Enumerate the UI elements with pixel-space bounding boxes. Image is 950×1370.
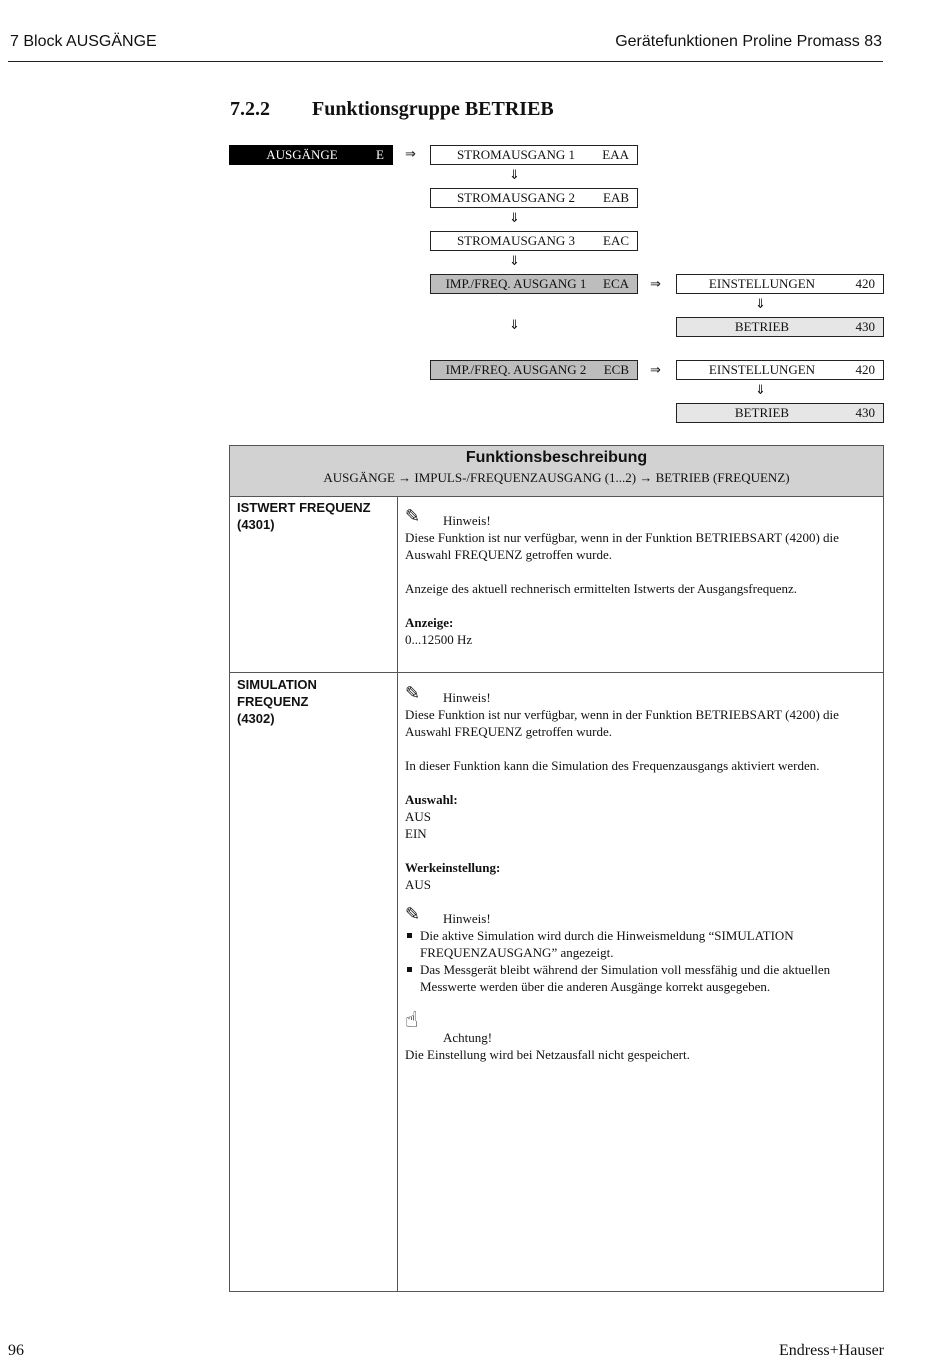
menu-box-label: STROMAUSGANG 3 — [456, 233, 576, 248]
warning — [405, 1008, 875, 1046]
menu-box-ausgaenge[interactable] — [229, 145, 393, 165]
table-path: AUSGÄNGE → IMPULS-/FREQUENZAUSGANG (1...2) → BETRIEB (FREQUENZ) — [323, 470, 790, 485]
section-number: 7.2.2 — [230, 98, 270, 120]
menu-box-code: ECB — [603, 362, 629, 377]
note-text: Diese Funktion ist nur verfügbar, wenn in der Funktion BETRIEBSART (4200) die Auswahl FREQUENZ getroffen wurde. — [405, 707, 839, 739]
menu-box-code: 430 — [855, 319, 875, 334]
display-label: Anzeige: — [405, 615, 454, 630]
menu-box-code: EAA — [602, 147, 629, 162]
selection-label: Auswahl: — [405, 792, 458, 807]
arrow-right-icon: ⇒ — [650, 277, 661, 292]
menu-box-stromausgang-2[interactable] — [430, 188, 638, 208]
menu-box-label: IMP./FREQ. AUSGANG 1 — [445, 276, 587, 291]
note-label: Hinweis! — [443, 513, 491, 528]
default-value: AUS — [405, 877, 432, 892]
function-name-4302 — [237, 676, 317, 727]
arrow-down-icon: ⇓ — [509, 168, 520, 183]
menu-box-code: ECA — [603, 276, 629, 291]
table-title: Funktionsbeschreibung — [465, 449, 648, 466]
menu-box-label: EINSTELLUNGEN — [708, 276, 816, 291]
pencil-icon: ✎ — [405, 506, 421, 527]
menu-box-label: STROMAUSGANG 2 — [456, 190, 576, 205]
page-number: 96 — [8, 1342, 24, 1359]
arrow-right-icon: ⇒ — [650, 363, 661, 378]
section-title — [230, 98, 554, 121]
pencil-icon: ✎ — [405, 904, 421, 925]
function-content-4302 — [405, 683, 875, 1063]
function-name-4301 — [237, 499, 371, 533]
description: Anzeige des aktuell rechnerisch ermittelten Istwerts der Ausgangsfrequenz. — [405, 581, 798, 596]
display-value: 0...12500 Hz — [405, 632, 473, 647]
function-content-4301 — [405, 506, 875, 648]
function-name-line: FREQUENZ — [237, 694, 309, 709]
menu-box-imp-freq-ausgang-1[interactable] — [430, 274, 638, 294]
menu-box-code: 420 — [855, 276, 875, 291]
function-name-line: ISTWERT FREQUENZ — [237, 500, 371, 515]
note — [405, 506, 875, 529]
menu-box-code: 420 — [855, 362, 875, 377]
menu-box-code: 430 — [855, 405, 875, 420]
menu-box-imp-freq-ausgang-2[interactable] — [430, 360, 638, 380]
pointing-hand-icon: ☝ — [405, 1008, 419, 1033]
menu-box-code: EAC — [603, 233, 629, 248]
selection-option: EIN — [405, 826, 427, 841]
note-list — [405, 927, 875, 995]
menu-box-label: IMP./FREQ. AUSGANG 2 — [445, 362, 587, 377]
row-divider — [230, 672, 883, 673]
function-name-line: SIMULATION — [237, 677, 317, 692]
arrow-down-icon: ⇓ — [509, 211, 520, 226]
menu-box-label: STROMAUSGANG 1 — [456, 147, 576, 162]
column-divider — [397, 496, 398, 1291]
arrow-down-icon: ⇓ — [509, 254, 520, 269]
section-title-text: Funktionsgruppe BETRIEB — [312, 98, 554, 120]
note-label: Hinweis! — [443, 911, 491, 926]
menu-box-label: EINSTELLUNGEN — [708, 362, 816, 377]
default-label: Werkeinstellung: — [405, 860, 501, 875]
menu-box-code: E — [376, 147, 384, 162]
brand-name: Endress+Hauser — [779, 1342, 884, 1359]
list-item: Die aktive Simulation wird durch die Hinweismeldung “SIMULATION FREQUENZAUSGANG” angezeigt. — [405, 927, 875, 961]
note — [405, 683, 875, 706]
warning-text: Die Einstellung wird bei Netzausfall nicht gespeichert. — [405, 1047, 690, 1062]
selection-option: AUS — [405, 809, 432, 824]
menu-box-label: AUSGÄNGE — [266, 147, 338, 162]
menu-box-einstellungen-2[interactable] — [676, 360, 884, 380]
pencil-icon: ✎ — [405, 683, 421, 704]
function-number: (4301) — [237, 517, 275, 532]
arrow-right-icon: ⇒ — [405, 147, 416, 162]
function-number: (4302) — [237, 711, 275, 726]
note-label: Hinweis! — [443, 690, 491, 705]
arrow-down-icon: ⇓ — [755, 297, 766, 312]
menu-box-betrieb-1[interactable] — [676, 317, 884, 337]
warning-label: Achtung! — [443, 1030, 493, 1045]
table-header — [230, 446, 883, 497]
function-table — [229, 445, 884, 1292]
menu-box-einstellungen-1[interactable] — [676, 274, 884, 294]
description: In dieser Funktion kann die Simulation des Frequenzausgangs aktiviert werden. — [405, 758, 820, 773]
arrow-down-icon: ⇓ — [755, 383, 766, 398]
page-header-left: 7 Block AUSGÄNGE — [10, 33, 157, 50]
list-item: Das Messgerät bleibt während der Simulation voll messfähig und die aktuellen Messwerte werden über die anderen Ausgänge korrekt ausgegeben. — [405, 961, 875, 995]
header-rule — [8, 61, 883, 62]
note — [405, 904, 875, 927]
page-header-right: Gerätefunktionen Proline Promass 83 — [615, 33, 882, 50]
note-text: Diese Funktion ist nur verfügbar, wenn in der Funktion BETRIEBSART (4200) die Auswahl FREQUENZ getroffen wurde. — [405, 530, 839, 562]
arrow-down-icon: ⇓ — [509, 318, 520, 333]
menu-box-label: BETRIEB — [734, 405, 790, 420]
menu-box-label: BETRIEB — [734, 319, 790, 334]
menu-box-code: EAB — [603, 190, 629, 205]
menu-box-stromausgang-1[interactable] — [430, 145, 638, 165]
menu-box-stromausgang-3[interactable] — [430, 231, 638, 251]
menu-box-betrieb-2[interactable] — [676, 403, 884, 423]
